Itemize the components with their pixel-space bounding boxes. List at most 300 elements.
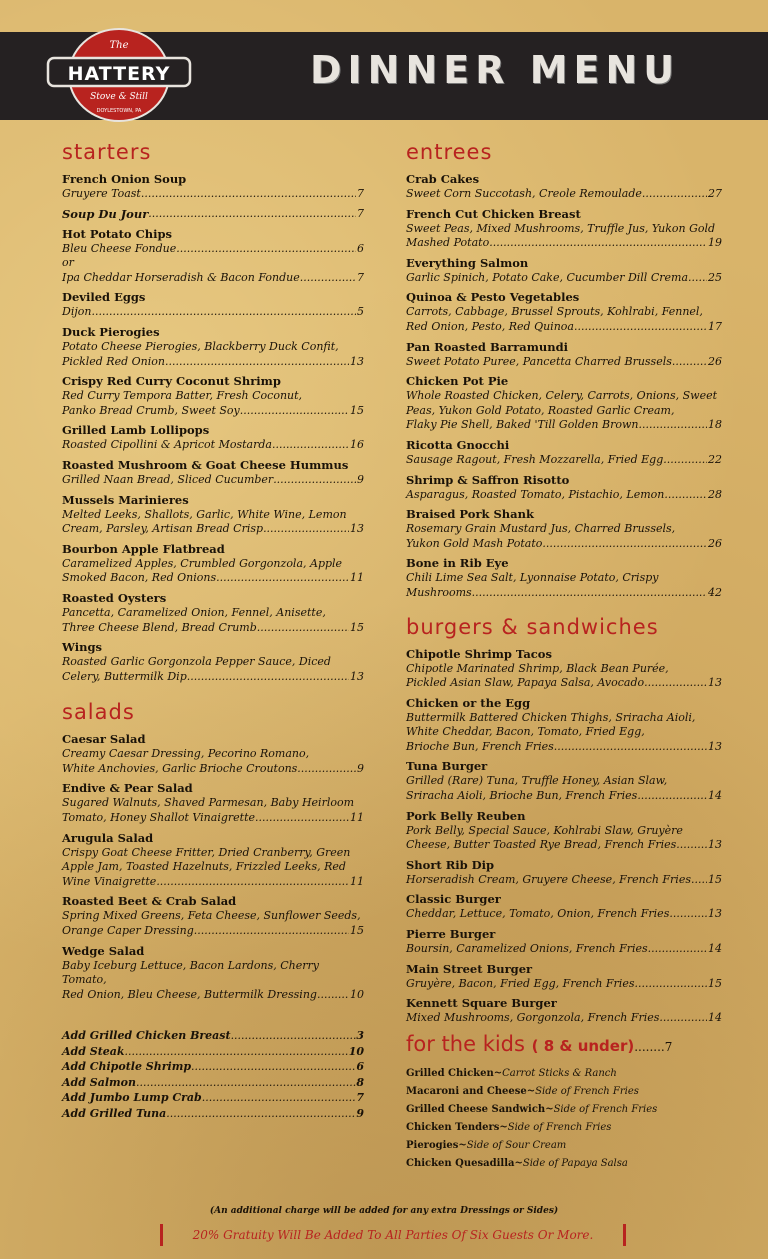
price-row bbox=[62, 271, 364, 286]
item-name: Arugula Salad bbox=[62, 830, 154, 845]
menu-item bbox=[406, 647, 722, 691]
item-price: 11 bbox=[350, 571, 364, 585]
item-name: Quinoa & Pesto Vegetables bbox=[406, 290, 580, 305]
menu-item bbox=[62, 458, 364, 488]
dot-leader bbox=[91, 305, 356, 320]
menu-item bbox=[406, 473, 722, 503]
kids-item bbox=[406, 1137, 722, 1155]
price-row bbox=[62, 355, 364, 370]
item-desc: Yukon Gold Mash Potato bbox=[406, 536, 543, 550]
item-or: or bbox=[62, 256, 74, 270]
menu-item bbox=[406, 892, 722, 922]
dot-leader bbox=[166, 1106, 356, 1122]
price-row bbox=[406, 418, 722, 433]
dot-leader bbox=[489, 236, 707, 251]
item-price: 42 bbox=[708, 585, 722, 599]
item-name: Wedge Salad bbox=[62, 943, 145, 958]
price-row bbox=[406, 740, 722, 755]
item-price: 15 bbox=[350, 620, 364, 634]
item-desc: Asparagus, Roasted Tomato, Pistachio, Lemon bbox=[406, 487, 665, 501]
item-name: Ricotta Gnocchi bbox=[406, 437, 510, 452]
item-desc-line: Pancetta, Caramelized Onion, Fennel, Anisette, bbox=[62, 605, 326, 619]
dot-leader bbox=[317, 988, 349, 1003]
item-price: 10 bbox=[350, 987, 364, 1001]
menu-item bbox=[62, 172, 364, 202]
item-price: 7 bbox=[357, 206, 364, 220]
item-price: 14 bbox=[708, 789, 722, 803]
menu-item bbox=[406, 256, 722, 286]
item-price: 15 bbox=[350, 924, 364, 938]
item-name: Caesar Salad bbox=[62, 732, 146, 747]
item-desc-line: Crispy Goat Cheese Fritter, Dried Cranberry, Green bbox=[62, 845, 351, 859]
item-name: Hot Potato Chips bbox=[62, 226, 173, 241]
menu-item bbox=[406, 927, 722, 957]
item-desc: Mixed Mushrooms, Gorgonzola, French Fries bbox=[406, 1011, 660, 1025]
kids-item-side: Side of French Fries bbox=[535, 1085, 639, 1097]
item-desc-line: Chili Lime Sea Salt, Lyonnaise Potato, Crispy bbox=[406, 571, 659, 585]
menu-item bbox=[406, 809, 722, 853]
kids-item-side: Side of Sour Cream bbox=[466, 1139, 567, 1151]
item-desc: Sausage Ragout, Fresh Mozzarella, Fried Egg bbox=[406, 452, 664, 466]
addon-label: Add Salmon bbox=[62, 1075, 136, 1089]
item-name: Chicken or the Egg bbox=[406, 695, 531, 710]
price-row bbox=[406, 453, 722, 468]
item-desc-line: Rosemary Grain Mustard Jus, Charred Brussels, bbox=[406, 522, 676, 536]
svg-text:Stove & Still: Stove & Still bbox=[90, 92, 148, 102]
kids-item-side: Side of French Fries bbox=[507, 1121, 612, 1133]
price-row bbox=[62, 207, 364, 222]
item-price: 9 bbox=[357, 472, 364, 486]
dot-leader bbox=[688, 271, 707, 286]
item-desc: White Anchovies, Garlic Brioche Croutons bbox=[62, 761, 298, 775]
item-desc: Bleu Cheese Fondue bbox=[62, 241, 177, 255]
item-desc-line: Whole Roasted Chicken, Celery, Carrots, Onions, Sweet bbox=[406, 389, 718, 403]
item-price: 28 bbox=[708, 487, 722, 501]
item-desc: Mushrooms bbox=[406, 585, 472, 599]
item-name: Pork Belly Reuben bbox=[406, 808, 526, 823]
addon-row bbox=[62, 1106, 364, 1122]
menu-item bbox=[406, 696, 722, 755]
item-name: Deviled Eggs bbox=[62, 290, 146, 305]
starters-list bbox=[62, 172, 364, 684]
addon-row bbox=[62, 1059, 364, 1075]
dot-leader bbox=[554, 740, 707, 755]
dot-leader bbox=[273, 473, 356, 488]
burgers-list bbox=[406, 647, 722, 1026]
menu-item bbox=[406, 340, 722, 370]
dot-leader bbox=[257, 621, 349, 636]
addons-list bbox=[62, 1028, 364, 1121]
dot-leader bbox=[176, 242, 356, 257]
item-price: 11 bbox=[350, 874, 364, 888]
item-price: 14 bbox=[708, 1011, 722, 1025]
dot-leader bbox=[634, 977, 707, 992]
menu-item bbox=[406, 858, 722, 888]
item-desc: Mashed Potato bbox=[406, 236, 490, 250]
kids-price-dots: ........ bbox=[634, 1039, 665, 1054]
price-row bbox=[406, 1011, 722, 1026]
addon-label: Add Chipotle Shrimp bbox=[62, 1060, 192, 1074]
salads-heading: salads bbox=[62, 700, 135, 725]
item-name: French Cut Chicken Breast bbox=[406, 206, 581, 221]
addon-price: 10 bbox=[348, 1044, 364, 1058]
item-price: 15 bbox=[708, 976, 722, 990]
addon-price: 3 bbox=[356, 1029, 364, 1043]
addon-row bbox=[62, 1090, 364, 1106]
item-price: 13 bbox=[350, 669, 364, 683]
price-row bbox=[406, 676, 722, 691]
menu-item bbox=[62, 944, 364, 1003]
menu-item bbox=[406, 759, 722, 803]
dot-leader bbox=[663, 453, 707, 468]
item-desc-line: Apple Jam, Toasted Hazelnuts, Frizzled Leeks, Red bbox=[62, 860, 346, 874]
item-name: Mussels Marinieres bbox=[62, 492, 189, 507]
dot-leader bbox=[148, 207, 356, 222]
item-desc: Red Onion, Bleu Cheese, Buttermilk Dressing bbox=[62, 987, 317, 1001]
menu-item bbox=[406, 374, 722, 433]
addon-label: Add Steak bbox=[62, 1044, 125, 1058]
item-name: Everything Salmon bbox=[406, 255, 529, 270]
item-desc: Orange Caper Dressing bbox=[62, 924, 194, 938]
price-row bbox=[62, 670, 364, 685]
menu-item bbox=[62, 207, 364, 222]
kids-price: 7 bbox=[664, 1039, 673, 1054]
menu-item bbox=[62, 493, 364, 537]
item-desc: Cream, Parsley, Artisan Bread Crisp bbox=[62, 522, 264, 536]
salads-list bbox=[62, 732, 364, 1002]
item-name: Endive & Pear Salad bbox=[62, 781, 193, 796]
price-row bbox=[62, 305, 364, 320]
item-desc-line: Chipotle Marinated Shrimp, Black Bean Purée, bbox=[406, 661, 669, 675]
dot-leader bbox=[297, 762, 356, 777]
item-desc: Red Onion, Pesto, Red Quinoa bbox=[406, 319, 574, 333]
svg-text:The: The bbox=[109, 40, 129, 51]
item-desc-line: Spring Mixed Greens, Feta Cheese, Sunflower Seeds, bbox=[62, 909, 361, 923]
dot-leader bbox=[202, 1090, 357, 1106]
price-row bbox=[62, 875, 364, 890]
item-desc: Gruyère, Bacon, Fried Egg, French Fries bbox=[406, 976, 635, 990]
item-name: Pierre Burger bbox=[406, 927, 496, 942]
menu-item bbox=[406, 438, 722, 468]
item-price: 11 bbox=[350, 811, 364, 825]
price-row bbox=[62, 438, 364, 453]
price-row bbox=[406, 838, 722, 853]
dot-leader bbox=[638, 418, 707, 433]
dot-leader bbox=[669, 907, 707, 922]
item-price: 18 bbox=[708, 418, 722, 432]
kids-item-name: Chicken Tenders~ bbox=[406, 1121, 508, 1133]
item-desc: Cheddar, Lettuce, Tomato, Onion, French Fries bbox=[406, 907, 670, 921]
item-name: Shrimp & Saffron Risotto bbox=[406, 472, 570, 487]
price-row bbox=[406, 873, 722, 888]
dot-leader bbox=[216, 571, 349, 586]
price-row bbox=[406, 187, 722, 202]
dot-leader bbox=[676, 838, 707, 853]
price-row bbox=[62, 242, 364, 257]
dot-leader bbox=[231, 1028, 357, 1044]
menu-item bbox=[62, 290, 364, 320]
price-row bbox=[62, 404, 364, 419]
item-name: Kennett Square Burger bbox=[406, 996, 557, 1011]
price-row bbox=[406, 942, 722, 957]
addon-row bbox=[62, 1044, 364, 1060]
dot-leader bbox=[272, 438, 349, 453]
item-desc: Panko Bread Crumb, Sweet Soy bbox=[62, 403, 240, 417]
item-desc: Sriracha Aioli, Brioche Bun, French Fries bbox=[406, 789, 638, 803]
svg-text:HATTERY: HATTERY bbox=[67, 63, 171, 85]
menu-item bbox=[62, 423, 364, 453]
extra-charge-note: (An additional charge will be added for any extra Dressings or Sides) bbox=[209, 1206, 559, 1216]
item-name: Pan Roasted Barramundi bbox=[406, 339, 569, 354]
addon-row bbox=[62, 1028, 364, 1044]
item-price: 26 bbox=[708, 536, 722, 550]
kids-heading bbox=[406, 1032, 722, 1059]
menu-item bbox=[406, 290, 722, 334]
addon-label: Add Jumbo Lump Crab bbox=[62, 1091, 202, 1105]
item-price: 13 bbox=[350, 354, 364, 368]
price-row bbox=[62, 988, 364, 1003]
dot-leader bbox=[240, 404, 349, 419]
item-desc-line: Caramelized Apples, Crumbled Gorgonzola, Apple bbox=[62, 556, 343, 570]
item-name: Grilled Lamb Lollipops bbox=[62, 423, 210, 438]
item-desc: Tomato, Honey Shallot Vinaigrette bbox=[62, 811, 255, 825]
price-row bbox=[62, 522, 364, 537]
price-row bbox=[406, 977, 722, 992]
dot-leader bbox=[255, 811, 349, 826]
price-row bbox=[62, 811, 364, 826]
dot-leader bbox=[637, 789, 707, 804]
menu-item bbox=[62, 591, 364, 635]
dot-leader bbox=[642, 187, 707, 202]
item-price: 19 bbox=[708, 236, 722, 250]
menu-item bbox=[406, 172, 722, 202]
dot-leader bbox=[187, 670, 349, 685]
item-price: 27 bbox=[708, 187, 722, 200]
item-price: 14 bbox=[708, 942, 722, 956]
menu-item bbox=[62, 542, 364, 586]
kids-item-name: Pierogies~ bbox=[406, 1139, 467, 1151]
item-desc: Celery, Buttermilk Dip bbox=[62, 669, 187, 683]
item-name: Classic Burger bbox=[406, 892, 501, 907]
dot-leader bbox=[263, 522, 349, 537]
item-name: Chicken Pot Pie bbox=[406, 374, 509, 389]
item-desc-line: Carrots, Cabbage, Brussel Sprouts, Kohlrabi, Fennel, bbox=[406, 305, 703, 319]
menu-item bbox=[62, 227, 364, 286]
item-price: 13 bbox=[350, 522, 364, 536]
item-price: 26 bbox=[708, 354, 722, 368]
item-price: 5 bbox=[357, 305, 364, 319]
item-name: Roasted Oysters bbox=[62, 590, 167, 605]
item-name: Bone in Rib Eye bbox=[406, 556, 509, 571]
item-desc-line: White Cheddar, Bacon, Tomato, Fried Egg, bbox=[406, 725, 645, 739]
menu-item bbox=[406, 996, 722, 1026]
kids-item bbox=[406, 1119, 722, 1137]
item-desc: Roasted Cipollini & Apricot Mostarda bbox=[62, 438, 272, 452]
item-desc: Brioche Bun, French Fries bbox=[406, 739, 554, 753]
item-desc-line: Creamy Caesar Dressing, Pecorino Romano, bbox=[62, 747, 310, 761]
item-desc: Garlic Spinich, Potato Cake, Cucumber Dill Crema bbox=[406, 270, 688, 284]
kids-age: ( 8 & under) bbox=[531, 1036, 635, 1055]
item-desc-line: Sweet Peas, Mixed Mushrooms, Truffle Jus, Yukon Gold bbox=[406, 221, 716, 235]
dot-leader bbox=[691, 873, 707, 888]
dot-leader bbox=[141, 187, 356, 202]
addon-price: 9 bbox=[356, 1106, 364, 1120]
menu-item bbox=[62, 894, 364, 938]
price-row bbox=[406, 586, 722, 601]
menu-item bbox=[406, 556, 722, 600]
item-desc-line: Potato Cheese Pierogies, Blackberry Duck Confit, bbox=[62, 339, 339, 353]
item-desc-line: Baby Iceburg Lettuce, Bacon Lardons, Cherry Tomato, bbox=[62, 958, 319, 987]
kids-item-side: Side of Papaya Salsa bbox=[522, 1157, 628, 1169]
item-name: Main Street Burger bbox=[406, 961, 533, 976]
page-title: DINNER MENU bbox=[310, 48, 681, 92]
menu-item bbox=[406, 207, 722, 251]
kids-title: for the kids bbox=[406, 1031, 525, 1056]
addon-price: 8 bbox=[356, 1075, 364, 1089]
item-name: Short Rib Dip bbox=[406, 857, 495, 872]
entrees-heading: entrees bbox=[406, 140, 493, 164]
kids-item bbox=[406, 1065, 722, 1083]
kids-item-name: Grilled Cheese Sandwich~ bbox=[406, 1103, 554, 1115]
menu-item bbox=[62, 732, 364, 776]
kids-item bbox=[406, 1155, 722, 1173]
kids-item-side: Side of French Fries bbox=[553, 1103, 658, 1115]
kids-item-name: Macaroni and Cheese~ bbox=[406, 1085, 536, 1097]
item-price: 25 bbox=[708, 270, 722, 284]
item-desc-line: Peas, Yukon Gold Potato, Roasted Garlic Cream, bbox=[406, 403, 675, 417]
item-name: Crispy Red Curry Coconut Shrimp bbox=[62, 374, 281, 389]
price-row bbox=[406, 320, 722, 335]
price-row bbox=[406, 907, 722, 922]
hattery-logo bbox=[46, 26, 192, 124]
item-name: Wings bbox=[62, 640, 102, 655]
right-column bbox=[406, 140, 722, 1173]
dot-leader bbox=[672, 355, 707, 370]
addon-row bbox=[62, 1075, 364, 1091]
item-desc-line: Red Curry Tempora Batter, Fresh Coconut, bbox=[62, 389, 303, 403]
item-price: 7 bbox=[357, 187, 364, 200]
item-desc-line: Buttermilk Battered Chicken Thighs, Sriracha Aioli, bbox=[406, 710, 696, 724]
addon-price: 7 bbox=[356, 1091, 364, 1105]
kids-item bbox=[406, 1101, 722, 1119]
item-desc-line: Grilled (Rare) Tuna, Truffle Honey, Asian Slaw, bbox=[406, 774, 668, 788]
item-desc: Smoked Bacon, Red Onions bbox=[62, 571, 217, 585]
price-row bbox=[406, 355, 722, 370]
price-row bbox=[62, 621, 364, 636]
item-name: Bourbon Apple Flatbread bbox=[62, 541, 225, 556]
item-price: 6 bbox=[357, 241, 364, 255]
item-price: 17 bbox=[708, 319, 722, 333]
gratuity-notice: 20% Gratuity Will Be Added To All Parties Of Six Guests Or More. bbox=[160, 1224, 626, 1246]
dot-leader bbox=[574, 320, 707, 335]
entrees-list bbox=[406, 172, 722, 601]
item-name: French Onion Soup bbox=[62, 172, 187, 186]
item-desc-line: Roasted Garlic Gorgonzola Pepper Sauce, Diced bbox=[62, 655, 331, 669]
dot-leader bbox=[136, 1075, 356, 1091]
menu-item bbox=[406, 507, 722, 551]
item-name: Duck Pierogies bbox=[62, 324, 160, 339]
dot-leader bbox=[165, 355, 349, 370]
item-name: Crab Cakes bbox=[406, 172, 480, 186]
svg-text:DOYLESTOWN, PA: DOYLESTOWN, PA bbox=[96, 108, 142, 114]
item-price: 13 bbox=[708, 676, 722, 690]
menu-item bbox=[62, 325, 364, 369]
price-row bbox=[406, 537, 722, 552]
item-desc: Horseradish Cream, Gruyere Cheese, French Fries bbox=[406, 872, 691, 886]
price-row bbox=[62, 187, 364, 202]
item-price: 13 bbox=[708, 907, 722, 921]
item-desc: Wine Vinaigrette bbox=[62, 874, 157, 888]
price-row bbox=[406, 789, 722, 804]
item-desc: Grilled Naan Bread, Sliced Cucumber bbox=[62, 472, 274, 486]
item-desc: Gruyere Toast bbox=[62, 187, 141, 200]
item-price: 16 bbox=[350, 438, 364, 452]
item-price: 15 bbox=[708, 872, 722, 886]
menu-item bbox=[62, 781, 364, 825]
item-desc: Flaky Pie Shell, Baked 'Till Golden Brown bbox=[406, 418, 639, 432]
price-row bbox=[62, 473, 364, 488]
dot-leader bbox=[156, 875, 349, 890]
item-desc: Pickled Asian Slaw, Papaya Salsa, Avocado bbox=[406, 676, 645, 690]
item-desc-line: Pork Belly, Special Sauce, Kohlrabi Slaw, Gruyère bbox=[406, 823, 683, 837]
dot-leader bbox=[125, 1044, 349, 1060]
item-name: Tuna Burger bbox=[406, 759, 488, 774]
burgers-heading: burgers & sandwiches bbox=[406, 614, 659, 639]
kids-list bbox=[406, 1065, 722, 1173]
item-name: Roasted Beet & Crab Salad bbox=[62, 894, 237, 909]
price-row bbox=[406, 271, 722, 286]
price-row bbox=[406, 236, 722, 251]
menu-item bbox=[62, 374, 364, 418]
item-price: 7 bbox=[357, 270, 364, 284]
price-row bbox=[62, 924, 364, 939]
dot-leader bbox=[542, 537, 707, 552]
starters-heading: starters bbox=[62, 140, 152, 164]
item-name: Roasted Mushroom & Goat Cheese Hummus bbox=[62, 457, 349, 472]
dot-leader bbox=[659, 1011, 707, 1026]
item-desc: Dijon bbox=[62, 305, 92, 319]
kids-item-name: Grilled Chicken~ bbox=[406, 1067, 503, 1079]
item-price: 22 bbox=[708, 452, 722, 466]
dot-leader bbox=[191, 1059, 356, 1075]
item-price: 9 bbox=[357, 761, 364, 775]
dot-leader bbox=[300, 271, 356, 286]
item-desc: Boursin, Caramelized Onions, French Fries bbox=[406, 942, 648, 956]
price-row bbox=[62, 762, 364, 777]
item-desc-line: Melted Leeks, Shallots, Garlic, White Wine, Lemon bbox=[62, 507, 347, 521]
item-name: Soup Du Jour bbox=[62, 206, 149, 221]
dot-leader bbox=[644, 676, 707, 691]
addon-label: Add Grilled Tuna bbox=[62, 1106, 167, 1120]
addon-label: Add Grilled Chicken Breast bbox=[62, 1029, 231, 1043]
item-price: 13 bbox=[708, 739, 722, 753]
item-name: Braised Pork Shank bbox=[406, 507, 534, 522]
dot-leader bbox=[648, 942, 707, 957]
dot-leader bbox=[194, 924, 349, 939]
addon-price: 6 bbox=[356, 1060, 364, 1074]
price-row bbox=[62, 571, 364, 586]
dot-leader bbox=[664, 488, 707, 503]
menu-item bbox=[406, 962, 722, 992]
item-price: 15 bbox=[350, 403, 364, 417]
kids-item-name: Chicken Quesadilla~ bbox=[406, 1157, 523, 1169]
item-desc: Sweet Potato Puree, Pancetta Charred Brussels bbox=[406, 354, 672, 368]
dot-leader bbox=[472, 586, 707, 601]
item-desc-line: Sugared Walnuts, Shaved Parmesan, Baby Heirloom bbox=[62, 796, 355, 810]
item-desc: Sweet Corn Succotash, Creole Remoulade bbox=[406, 187, 642, 200]
price-row bbox=[406, 488, 722, 503]
item-desc: Cheese, Butter Toasted Rye Bread, French Fries bbox=[406, 838, 677, 852]
